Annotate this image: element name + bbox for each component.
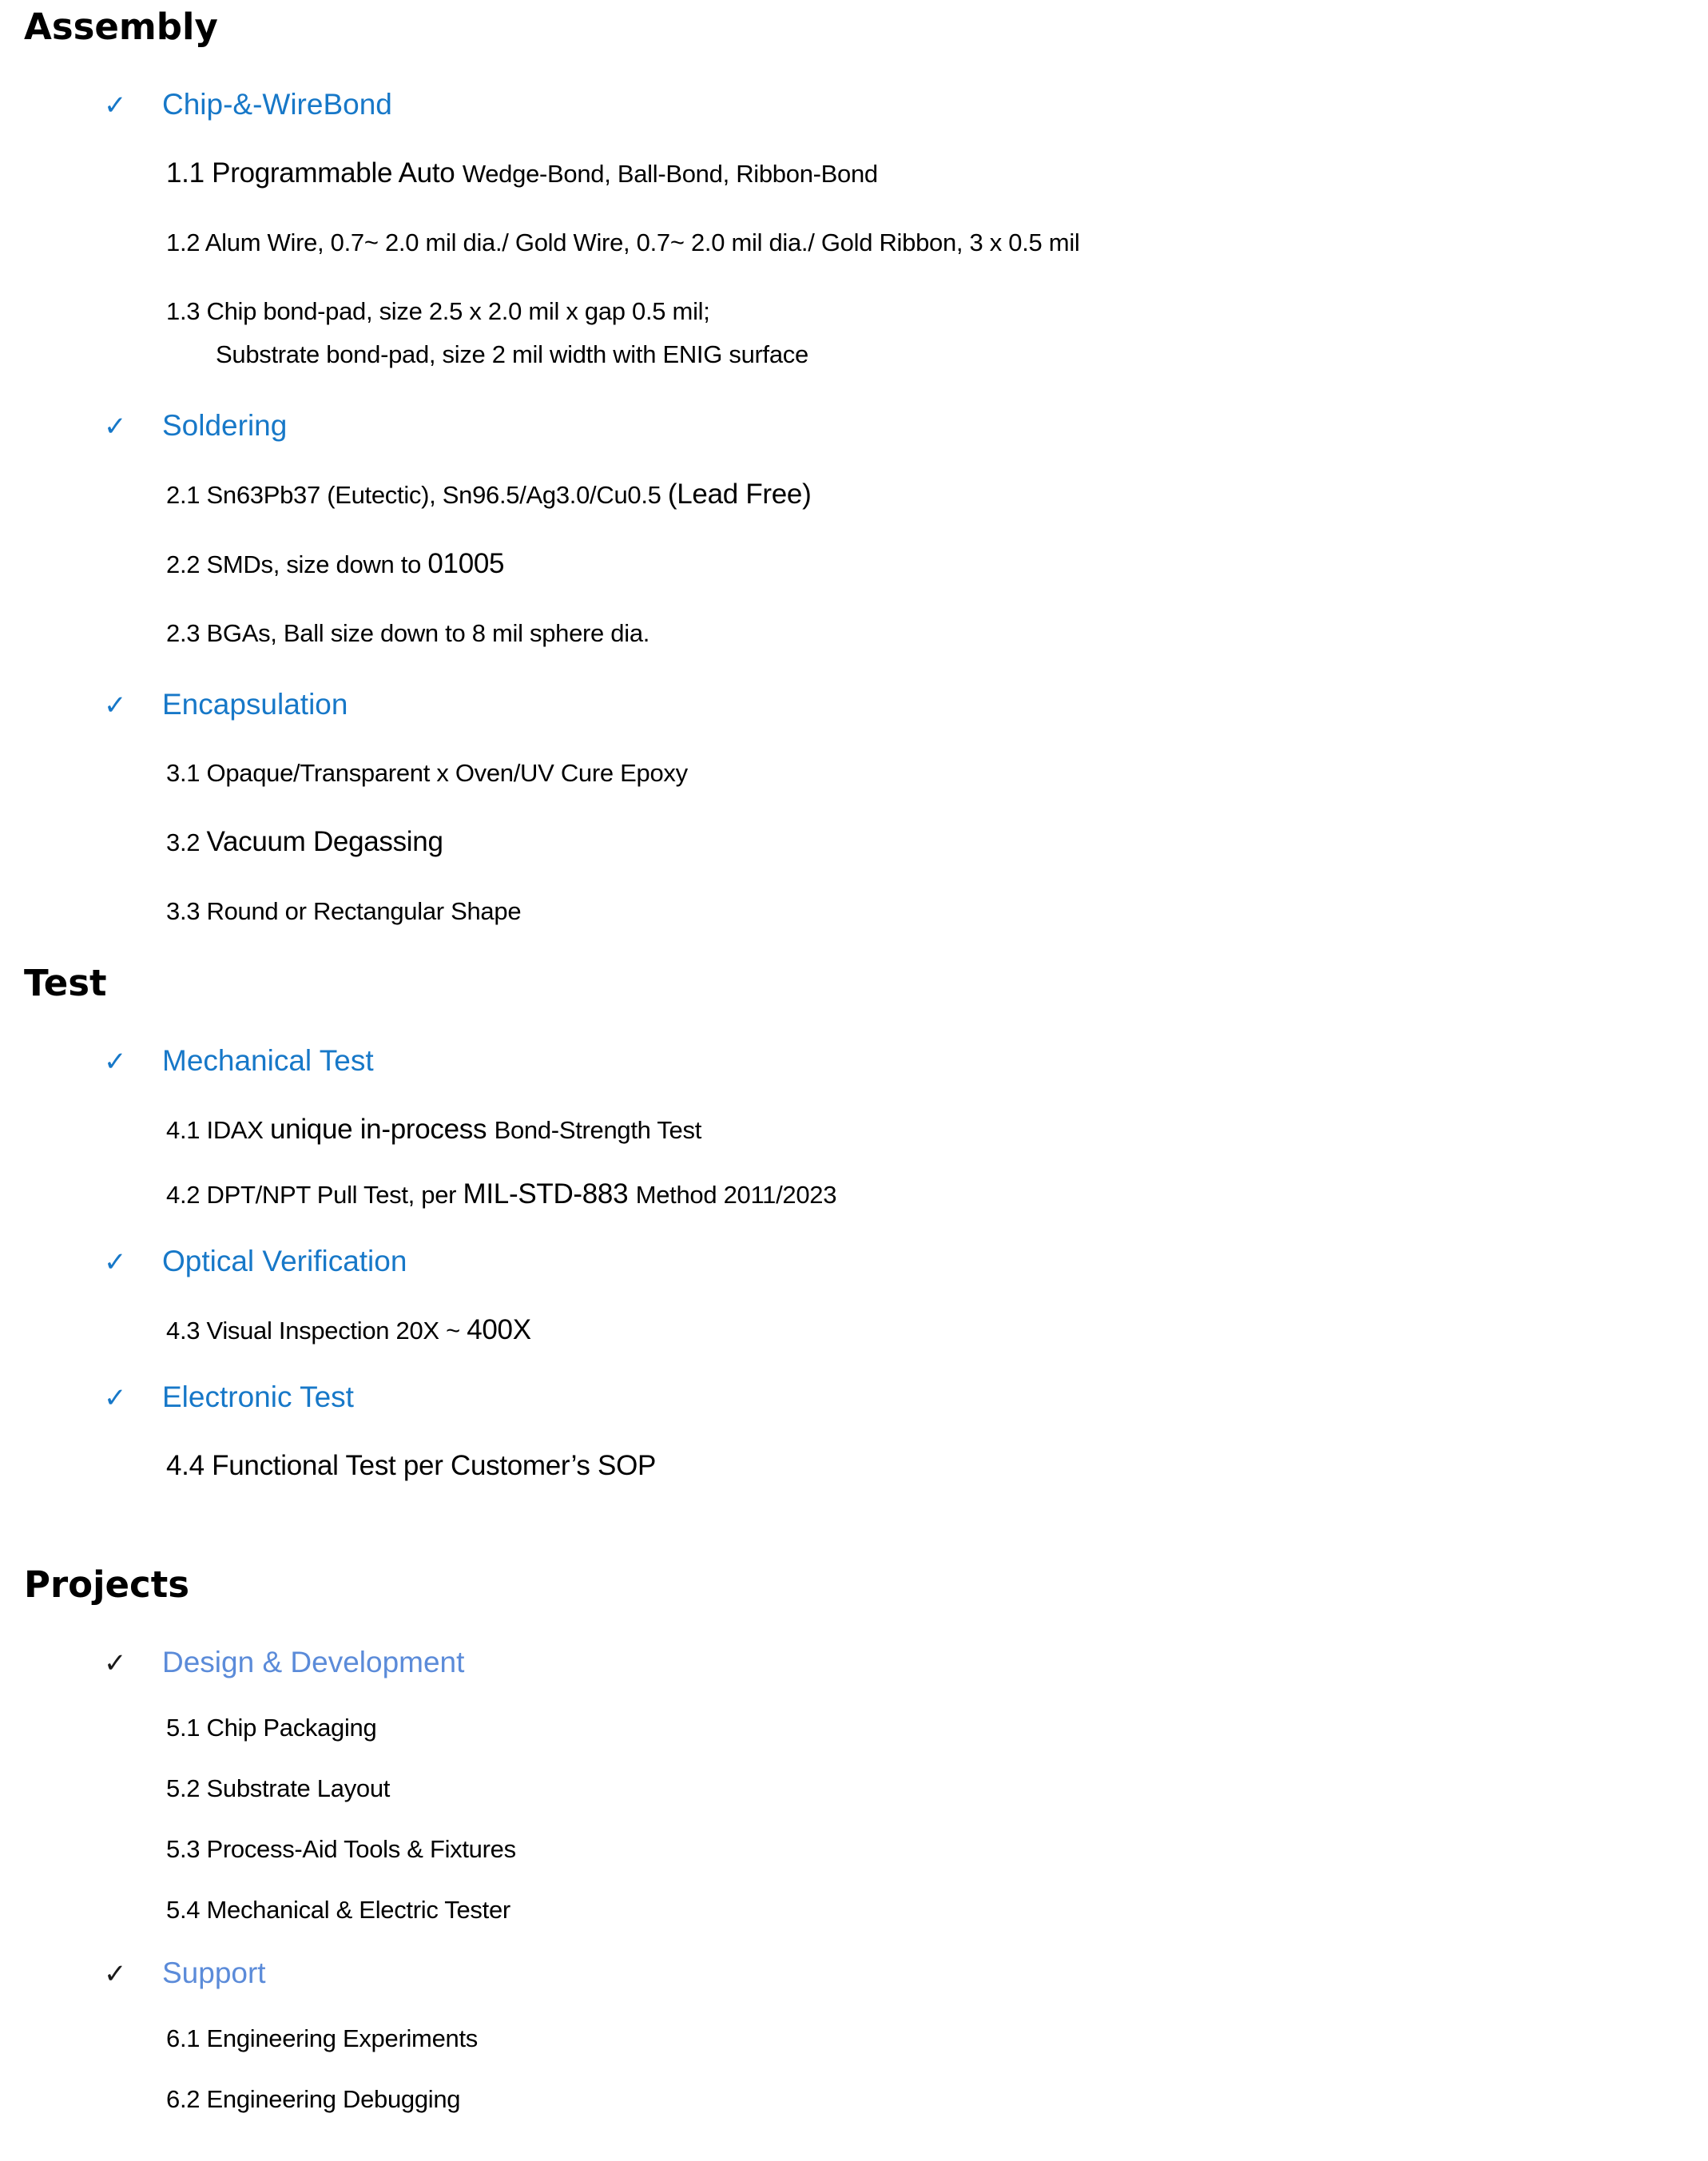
text-run: 4.2 DPT/NPT Pull Test, per [166, 1181, 463, 1209]
text-run: 5.4 Mechanical & Electric Tester [166, 1896, 510, 1924]
group-encapsulation [104, 685, 1684, 929]
text-run: 6.1 Engineering Experiments [166, 2024, 478, 2052]
check-icon: ✓ [104, 690, 127, 721]
checklist-heading-label: Design & Development [162, 1646, 465, 1678]
text-run: 2.3 BGAs, Ball size down to 8 mil sphere dia. [166, 619, 650, 647]
list-item [166, 1832, 1684, 1867]
section-test [24, 963, 1684, 1484]
list-item [166, 1177, 1684, 1213]
check-icon: ✓ [104, 90, 127, 121]
text-run: 6.2 Engineering Debugging [166, 2085, 461, 2113]
check-icon: ✓ [104, 1047, 127, 1077]
list-item [166, 1313, 1684, 1349]
checklist-heading [104, 1643, 1684, 1683]
text-run: 1.2 Alum Wire, 0.7~ 2.0 mil dia./ Gold Wire, 0.7~ 2.0 mil dia./ Gold Ribbon, 3 x 0.5 mil [166, 228, 1080, 256]
group-support [104, 1953, 1684, 2117]
text-run: 1.1 Programmable Auto [166, 157, 463, 189]
group-design-development [104, 1643, 1684, 1928]
text-run: 3.3 Round or Rectangular Shape [166, 897, 522, 925]
text-run: 2.2 SMDs, size down to [166, 550, 428, 578]
text-run: 400X [467, 1314, 531, 1345]
section-heading: Assembly [24, 6, 218, 48]
checklist-heading [104, 1377, 1684, 1418]
checklist-heading [104, 685, 1684, 725]
text-run: 3.2 [166, 828, 207, 856]
document-body [24, 6, 1684, 2117]
list-item [166, 894, 1684, 929]
group-chip-wirebond [104, 85, 1684, 372]
list-item [166, 294, 1684, 329]
section-heading: Test [24, 962, 107, 1004]
list-item-continuation [216, 337, 1684, 372]
group-soldering [104, 406, 1684, 651]
checklist-heading [104, 406, 1684, 447]
group-mechanical-test [104, 1041, 1684, 1213]
list-item [166, 2082, 1684, 2117]
list-item [166, 2021, 1684, 2056]
text-run: 5.1 Chip Packaging [166, 1714, 377, 1742]
group-optical-verification [104, 1241, 1684, 1349]
check-icon: ✓ [104, 411, 127, 442]
text-run: 4.4 Functional Test per Customer’s SOP [166, 1450, 657, 1481]
text-run: Bond-Strength Test [494, 1116, 702, 1144]
checklist-heading-label: Optical Verification [162, 1245, 407, 1277]
checklist-heading-label: Support [162, 1956, 266, 1989]
check-icon: ✓ [104, 1959, 127, 1989]
text-run: Substrate bond-pad, size 2 mil width with ENIG surface [216, 340, 808, 368]
text-run: unique in-process [269, 1114, 495, 1145]
text-run: 3.1 Opaque/Transparent x Oven/UV Cure Epoxy [166, 759, 688, 787]
text-run: 2.1 Sn63Pb37 (Eutectic), Sn96.5/Ag3.0/Cu0.5 [166, 481, 668, 509]
check-icon: ✓ [104, 1383, 127, 1413]
section-heading: Projects [24, 1563, 190, 1606]
list-item [166, 756, 1684, 791]
checklist-heading-label: Soldering [162, 409, 288, 442]
check-icon: ✓ [104, 1247, 127, 1277]
list-item [166, 616, 1684, 651]
checklist-heading-label: Encapsulation [162, 688, 348, 721]
checklist-heading [104, 1041, 1684, 1082]
text-run: 1.3 Chip bond-pad, size 2.5 x 2.0 mil x gap 0.5 mil; [166, 297, 710, 325]
section-assembly [24, 6, 1684, 929]
checklist-heading-label: Mechanical Test [162, 1044, 374, 1077]
list-item [166, 1771, 1684, 1806]
text-run: 5.3 Process-Aid Tools & Fixtures [166, 1835, 516, 1863]
text-run: Method 2011/2023 [635, 1181, 837, 1209]
group-electronic-test [104, 1377, 1684, 1484]
text-run: 5.2 Substrate Layout [166, 1774, 391, 1802]
list-item [166, 156, 1684, 192]
list-item [166, 546, 1684, 582]
checklist-heading [104, 1241, 1684, 1282]
list-item [166, 1893, 1684, 1928]
text-run: 4.1 IDAX [166, 1116, 270, 1144]
check-icon: ✓ [104, 1648, 127, 1678]
list-item [166, 1448, 1684, 1484]
text-run: MIL-STD-883 [463, 1178, 636, 1210]
list-item [166, 225, 1684, 260]
text-run: Vacuum Degassing [206, 826, 443, 857]
list-item [166, 1112, 1684, 1148]
list-item [166, 477, 1684, 513]
text-run: Wedge-Bond, Ball-Bond, Ribbon-Bond [462, 160, 878, 188]
section-projects [24, 1564, 1684, 2117]
text-run: (Lead Free) [667, 479, 812, 510]
checklist-heading [104, 85, 1684, 125]
checklist-heading-label: Chip-&-WireBond [162, 88, 392, 121]
text-run: 4.3 Visual Inspection 20X ~ [166, 1317, 467, 1345]
checklist-heading [104, 1953, 1684, 1994]
checklist-heading-label: Electronic Test [162, 1380, 354, 1413]
text-run: 01005 [427, 548, 505, 579]
list-item [166, 824, 1684, 860]
list-item [166, 1710, 1684, 1746]
